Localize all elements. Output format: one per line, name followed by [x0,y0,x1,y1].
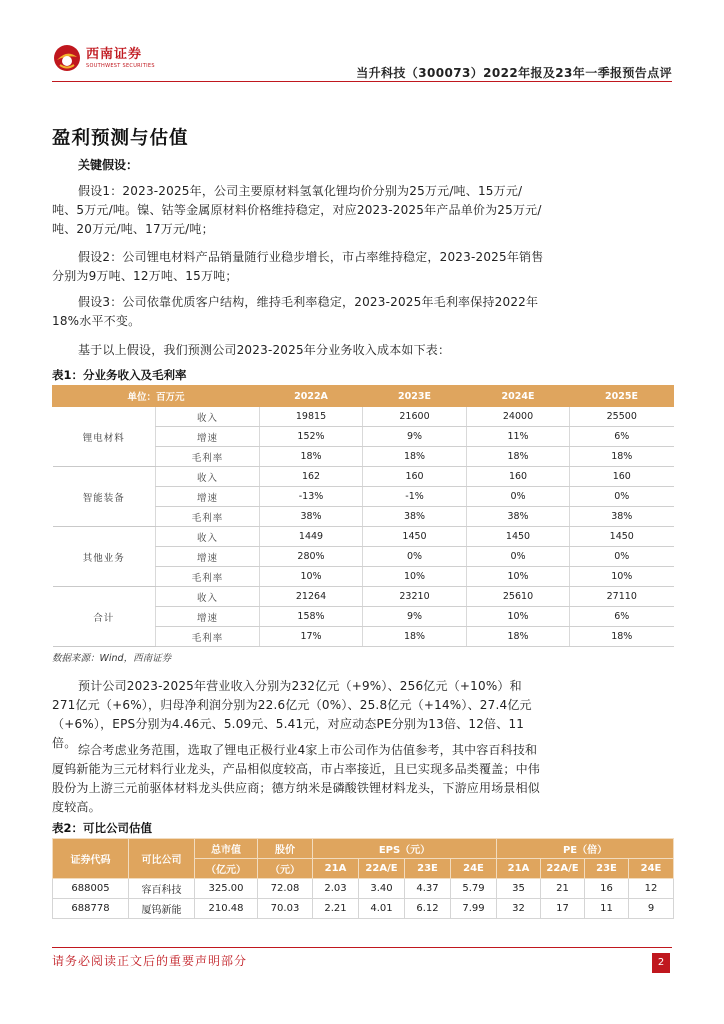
metric-name: 毛利率 [156,627,260,647]
metric-value: 25500 [570,407,674,427]
segment-name: 其他业务 [53,527,156,587]
metric-name: 收入 [156,407,260,427]
pe-value: 17 [541,899,585,919]
eps-value: 2.03 [313,879,359,899]
market-cap: 210.48 [195,899,258,919]
pe-value: 11 [585,899,629,919]
pe-value: 21 [541,879,585,899]
market-cap-unit: （亿元） [195,859,258,879]
year-header: 2023E [363,386,467,407]
metric-value: 18% [467,447,570,467]
metric-value: 0% [570,487,674,507]
metric-name: 毛利率 [156,567,260,587]
eps-value: 3.40 [359,879,405,899]
pe-value: 9 [629,899,674,919]
table2-caption: 表2：可比公司估值 [52,821,153,835]
peer-valuation-table [52,838,674,919]
logo-mark-icon [52,43,82,73]
eps-value: 2.21 [313,899,359,919]
metric-value: 1450 [570,527,674,547]
metric-value: 1450 [467,527,570,547]
metric-value: 1450 [363,527,467,547]
table-row [53,879,674,899]
eps-value: 6.12 [405,899,451,919]
metric-value: 158% [260,607,363,627]
metric-value: 24000 [467,407,570,427]
assumption-3: 假设3：公司依靠优质客户结构，维持毛利率稳定，2023-2025年毛利率保持2022年18%水平不变。 [52,295,539,328]
eps-year-header: 22A/E [359,859,405,879]
footer-divider [52,947,672,948]
segment-name: 锂电材料 [53,407,156,467]
pe-value: 16 [585,879,629,899]
company-header: 可比公司 [129,839,195,879]
metric-value: 11% [467,427,570,447]
metric-name: 收入 [156,527,260,547]
metric-value: 18% [363,447,467,467]
eps-value: 4.37 [405,879,451,899]
metric-value: 23210 [363,587,467,607]
metric-name: 增速 [156,487,260,507]
security-code: 688005 [53,879,129,899]
company-logo [52,40,155,76]
year-header: 2022A [260,386,363,407]
metric-value: 0% [467,547,570,567]
metric-value: 0% [467,487,570,507]
metric-value: 6% [570,607,674,627]
table1-caption: 表1：分业务收入及毛利率 [52,368,187,382]
metric-value: 160 [363,467,467,487]
logo-name-en: SOUTHWEST SECURITIES [86,62,155,69]
pe-value: 35 [497,879,541,899]
metric-value: 25610 [467,587,570,607]
eps-year-header: 23E [405,859,451,879]
metric-name: 收入 [156,467,260,487]
pe-value: 32 [497,899,541,919]
metric-value: 38% [363,507,467,527]
metric-value: 10% [467,607,570,627]
market-cap-header: 总市值 [195,839,258,859]
metric-value: 280% [260,547,363,567]
year-header: 2024E [467,386,570,407]
eps-header: EPS（元） [313,839,497,859]
assumption-1: 假设1：2023-2025年，公司主要原材料氢氧化锂均价分别为25万元/吨、15万元/吨、5万元/吨。镍、钴等金属原材料价格维持稳定，对应2023-2025年产品单价为25万元/吨、20万元/吨、17万元/吨； [52,184,542,236]
metric-value: 19815 [260,407,363,427]
code-header: 证券代码 [53,839,129,879]
share-price: 72.08 [258,879,313,899]
assumption-2: 假设2：公司锂电材料产品销量随行业稳步增长，市占率维持稳定，2023-2025年销售分别为9万吨、12万吨、15万吨； [52,250,544,283]
metric-value: 38% [467,507,570,527]
unit-header: 单位：百万元 [53,386,260,407]
key-assumptions-label: 关键假设： [78,158,139,172]
metric-value: 17% [260,627,363,647]
metric-name: 收入 [156,587,260,607]
metric-value: 162 [260,467,363,487]
metric-value: 18% [570,447,674,467]
metric-value: 10% [467,567,570,587]
table-row [53,467,674,487]
section-title: 盈利预测与估值 [52,128,189,149]
table-row [53,899,674,919]
metric-name: 增速 [156,607,260,627]
metric-value: 38% [260,507,363,527]
year-header: 2025E [570,386,674,407]
table-row [53,407,674,427]
logo-name-cn: 西南证券 [86,46,143,62]
metric-value: -1% [363,487,467,507]
metric-value: 38% [570,507,674,527]
metric-value: 18% [363,627,467,647]
metric-value: 10% [570,567,674,587]
metric-value: 0% [570,547,674,567]
eps-value: 7.99 [451,899,497,919]
metric-name: 毛利率 [156,447,260,467]
disclaimer-note: 请务必阅读正文后的重要声明部分 [52,954,248,968]
metric-value: 160 [467,467,570,487]
metric-value: 10% [260,567,363,587]
company-name: 厦钨新能 [129,899,195,919]
metric-value: 9% [363,427,467,447]
pe-year-header: 21A [497,859,541,879]
market-cap: 325.00 [195,879,258,899]
header-divider [52,81,672,82]
company-name: 容百科技 [129,879,195,899]
metric-value: 0% [363,547,467,567]
share-price: 70.03 [258,899,313,919]
metric-value: 6% [570,427,674,447]
metric-value: -13% [260,487,363,507]
report-title: 当升科技（300073）2022年报及23年一季报预告点评 [356,66,672,80]
price-unit: （元） [258,859,313,879]
metric-value: 21264 [260,587,363,607]
peer-selection-paragraph: 综合考虑业务范围，选取了锂电正极行业4家上市公司作为估值参考，其中容百科技和厦钨新能为三元材料行业龙头，产品相似度较高，市占率接近，且已实现多品类覆盖；中伟股份为上游三元前驱体材料龙头供应商；德方纳米是磷酸铁锂材料龙头，下游应用场景相似度较高。 [52,743,541,814]
segment-name: 智能装备 [53,467,156,527]
table-row [53,587,674,607]
metric-value: 9% [363,607,467,627]
metric-value: 21600 [363,407,467,427]
table1-source: 数据来源：Wind，西南证券 [52,653,172,664]
security-code: 688778 [53,899,129,919]
segment-name: 合计 [53,587,156,647]
segment-revenue-table [52,385,674,647]
eps-value: 4.01 [359,899,405,919]
price-header: 股价 [258,839,313,859]
metric-value: 10% [363,567,467,587]
metric-value: 160 [570,467,674,487]
table-intro-paragraph: 基于以上假设，我们预测公司2023-2025年分业务收入成本如下表： [78,343,451,357]
page-header [52,40,672,82]
metric-value: 152% [260,427,363,447]
metric-name: 增速 [156,547,260,567]
metric-value: 18% [260,447,363,467]
table-row [53,527,674,547]
metric-value: 18% [467,627,570,647]
metric-value: 1449 [260,527,363,547]
eps-year-header: 24E [451,859,497,879]
metric-value: 27110 [570,587,674,607]
page-number: 2 [652,953,670,973]
pe-year-header: 23E [585,859,629,879]
eps-value: 5.79 [451,879,497,899]
pe-year-header: 22A/E [541,859,585,879]
forecast-paragraph: 预计公司2023-2025年营业收入分别为232亿元（+9%）、256亿元（+10%）和271亿元（+6%），归母净利润分别为22.6亿元（0%）、25.8亿元（+14%）、27.4亿元（+6%），EPS分别为4.46元、5.09元、5.41元，对应动态PE分别为13倍、12倍、11倍。 [52,679,532,750]
metric-name: 毛利率 [156,507,260,527]
pe-header: PE（倍） [497,839,674,859]
eps-year-header: 21A [313,859,359,879]
pe-year-header: 24E [629,859,674,879]
pe-value: 12 [629,879,674,899]
metric-name: 增速 [156,427,260,447]
metric-value: 18% [570,627,674,647]
